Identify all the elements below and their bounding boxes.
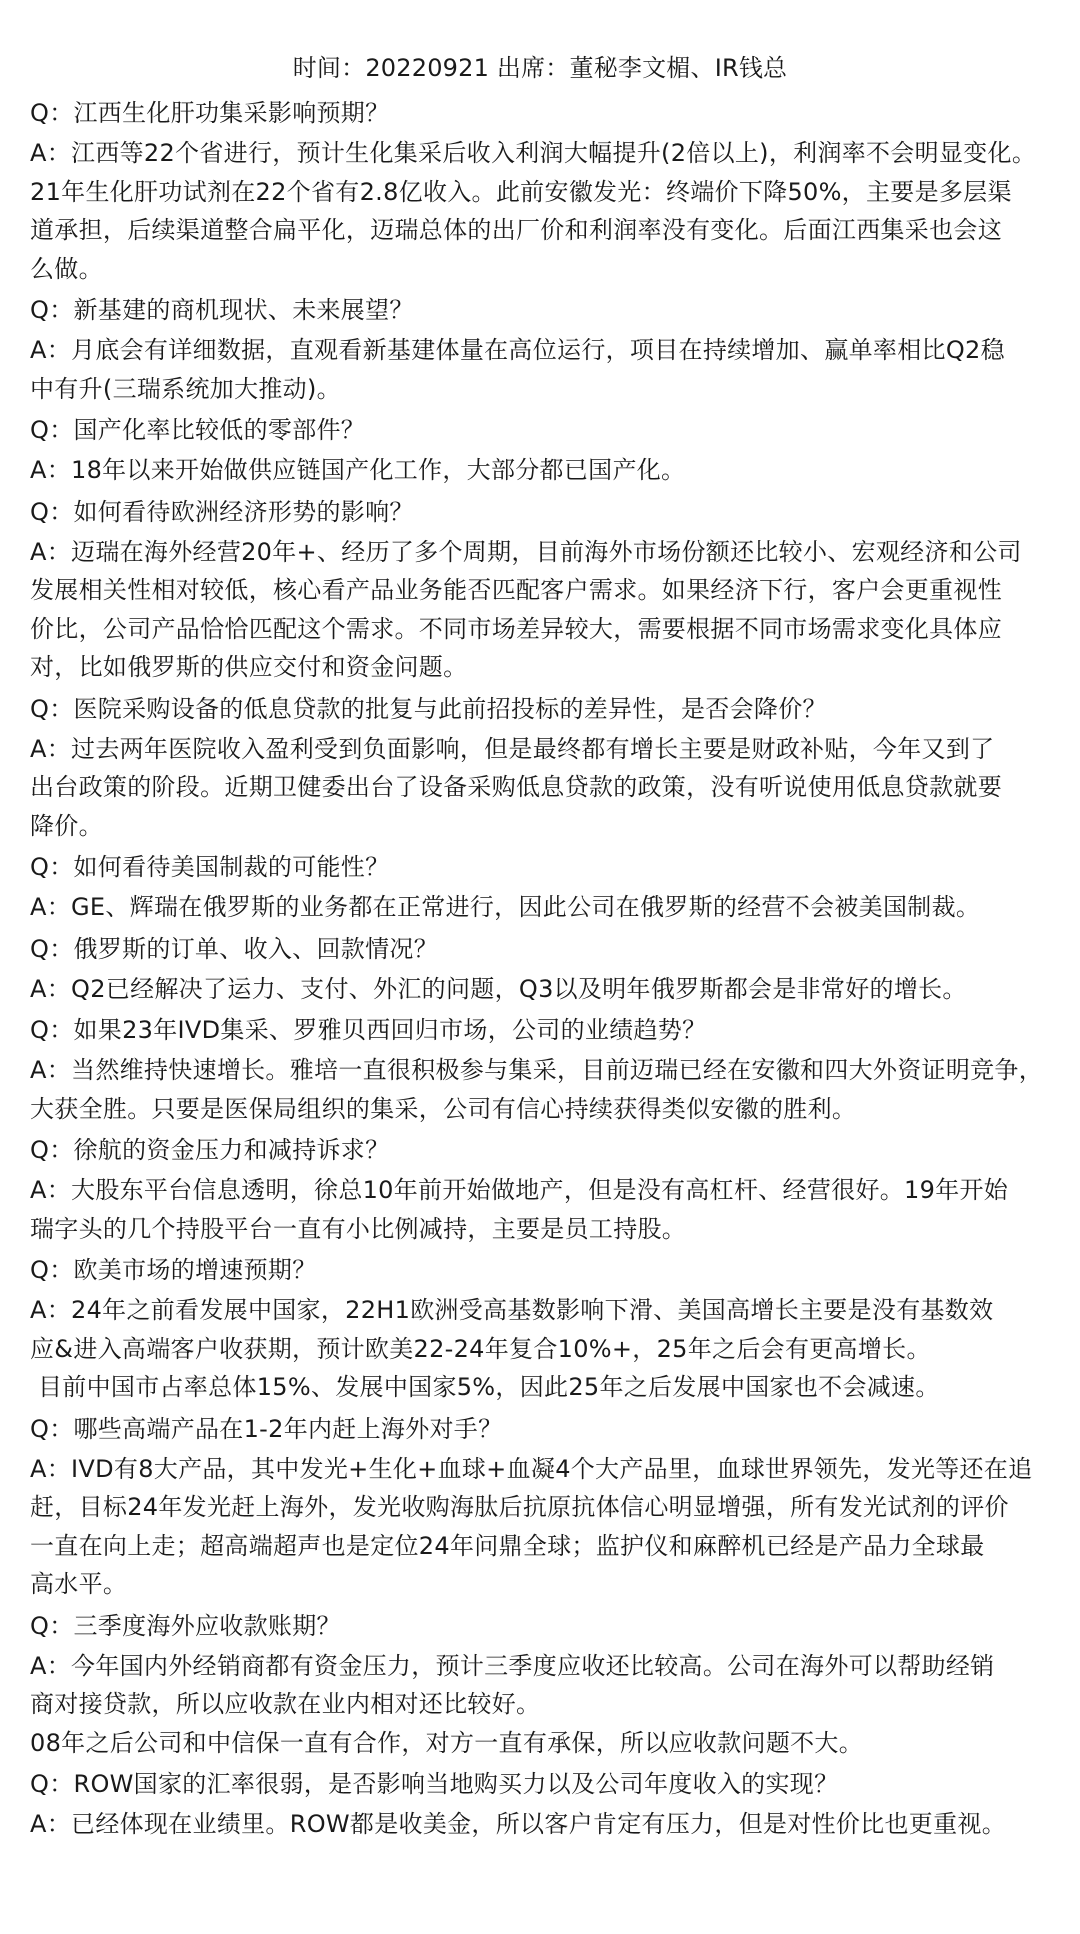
answer-line: 目前中国市占率总体15%、发展中国家5%，因此25年之后发展中国家也不会减速。 [38, 1373, 940, 1401]
question: Q：新基建的商机现状、未来展望？ [30, 296, 414, 324]
answer [30, 533, 1050, 687]
qa-item [30, 848, 1050, 927]
answer-line: A：IVD有8大产品，其中发光+生化+血球+血凝4个大产品里，血球世界领先，发光等还在追 [30, 1454, 1033, 1483]
qa-item [30, 1607, 1050, 1763]
answer-line: 中有升(三瑞系统加大推动)。 [30, 374, 341, 403]
answer-line: 瑞字头的几个持股平台一直有小比例减持，主要是员工持股。 [30, 1214, 687, 1243]
answer-line: A：过去两年医院收入盈利受到负面影响，但是最终都有增长主要是财政补贴，今年又到了 [30, 734, 995, 763]
qa-list [30, 94, 1050, 1844]
question: Q：三季度海外应收款账期？ [30, 1611, 341, 1640]
answer-line: A：江西等22个省进行，预计生化集采后收入利润大幅提升(2倍以上)，利润率不会明显变化。 [30, 139, 1037, 167]
answer-line: 高水平。 [30, 1570, 128, 1598]
answer-line: A：当然维持快速增长。雅培一直很积极参与集采，目前迈瑞已经在安徽和四大外资证明竞争， [30, 1056, 1044, 1084]
question: Q：俄罗斯的订单、收入、回款情况？ [30, 934, 438, 963]
meeting-header: 时间：20220921 出席：董秘李文楣、IR钱总 [292, 54, 788, 82]
answer-line: A：GE、辉瑞在俄罗斯的业务都在正常进行，因此公司在俄罗斯的经营不会被美国制裁。 [30, 893, 981, 921]
question: Q：如何看待美国制裁的可能性？ [30, 853, 390, 881]
qa-item [30, 291, 1050, 408]
answer [30, 1805, 1050, 1844]
question: Q：ROW国家的汇率很弱，是否影响当地购买力以及公司年度收入的实现？ [30, 1770, 839, 1798]
question: Q：如何看待欧洲经济形势的影响？ [30, 497, 414, 526]
answer-line: 21年生化肝功试剂在22个省有2.8亿收入。此前安徽发光：终端价下降50%，主要是多层渠 [30, 177, 1012, 206]
answer-line: 对，比如俄罗斯的供应交付和资金问题。 [30, 653, 468, 681]
answer-line: 应&进入高端客户收获期，预计欧美22-24年复合10%+，25年之后会有更高增长。 [30, 1334, 931, 1363]
answer-line: 大获全胜。只要是医保局组织的集采，公司有信心持续获得类似安徽的胜利。 [30, 1094, 857, 1123]
qa-item [30, 1251, 1050, 1407]
answer [30, 331, 1050, 408]
answer-line: 一直在向上走；超高端超声也是定位24年问鼎全球；监护仪和麻醉机已经是产品力全球最 [30, 1531, 985, 1560]
question: Q：徐航的资金压力和减持诉求？ [30, 1136, 390, 1164]
question: Q：医院采购设备的低息贷款的批复与此前招投标的差异性，是否会降价？ [30, 694, 827, 723]
qa-item [30, 1410, 1050, 1604]
answer-line: A：18年以来开始做供应链国产化工作，大部分都已国产化。 [30, 456, 686, 484]
qa-item [30, 493, 1050, 687]
answer-line: A：已经体现在业绩里。ROW都是收美金，所以客户肯定有压力，但是对性价比也更重视。 [30, 1810, 1007, 1838]
answer-line: A：Q2已经解决了运力、支付、外汇的问题，Q3以及明年俄罗斯都会是非常好的增长。 [30, 974, 967, 1003]
answer [30, 970, 1050, 1009]
answer-line: 赶，目标24年发光赶上海外，发光收购海肽后抗原抗体信心明显增强，所有发光试剂的评价 [30, 1493, 1009, 1521]
answer-line: 商对接贷款，所以应收款在业内相对还比较好。 [30, 1690, 541, 1718]
answer-line: A：24年之前看发展中国家，22H1欧洲受高基数影响下滑、美国高增长主要是没有基数效 [30, 1296, 994, 1324]
qa-item [30, 930, 1050, 1009]
qa-item [30, 1765, 1050, 1844]
answer [30, 1450, 1050, 1604]
answer-line: A：迈瑞在海外经营20年+、经历了多个周期，目前海外市场份额还比较小、宏观经济和公司 [30, 537, 1022, 566]
answer [30, 1171, 1050, 1248]
answer-line: 道承担，后续渠道整合扁平化，迈瑞总体的出厂价和利润率没有变化。后面江西集采也会这 [30, 216, 1002, 244]
answer-line: A：今年国内外经销商都有资金压力，预计三季度应收还比较高。公司在海外可以帮助经销 [30, 1651, 995, 1680]
answer-line: 发展相关性相对较低，核心看产品业务能否匹配客户需求。如果经济下行，客户会更重视性 [30, 576, 1002, 604]
qa-item [30, 690, 1050, 846]
question: Q：如果23年IVD集采、罗雅贝西回归市场，公司的业绩趋势？ [30, 1016, 707, 1044]
answer [30, 451, 1050, 490]
answer [30, 134, 1050, 288]
qa-item [30, 94, 1050, 288]
question: Q：欧美市场的增速预期？ [30, 1256, 317, 1284]
answer [30, 1051, 1050, 1128]
answer [30, 1647, 1050, 1763]
qa-item [30, 411, 1050, 490]
answer [30, 888, 1050, 927]
document [30, 50, 1050, 1847]
answer-line: 价比，公司产品恰恰匹配这个需求。不同市场差异较大，需要根据不同市场需求变化具体应 [30, 614, 1002, 643]
answer [30, 730, 1050, 846]
question: Q：哪些高端产品在1-2年内赶上海外对手？ [30, 1414, 503, 1443]
answer-line: A：大股东平台信息透明，徐总10年前开始做地产，但是没有高杠杆、经营很好。19年开始 [30, 1176, 1009, 1204]
answer-line: 降价。 [30, 811, 103, 840]
answer-line: 08年之后公司和中信保一直有合作，对方一直有承保，所以应收款问题不大。 [30, 1728, 864, 1757]
answer [30, 1291, 1050, 1407]
question: Q：国产化率比较低的零部件？ [30, 416, 366, 444]
question: Q：江西生化肝功集采影响预期？ [30, 99, 390, 127]
answer-line: 么做。 [30, 254, 103, 283]
qa-item [30, 1011, 1050, 1128]
answer-line: A：月底会有详细数据，直观看新基建体量在高位运行，项目在持续增加、赢单率相比Q2稳 [30, 336, 1005, 364]
answer-line: 出台政策的阶段。近期卫健委出台了设备采购低息贷款的政策，没有听说使用低息贷款就要 [30, 773, 1002, 801]
qa-item [30, 1131, 1050, 1248]
